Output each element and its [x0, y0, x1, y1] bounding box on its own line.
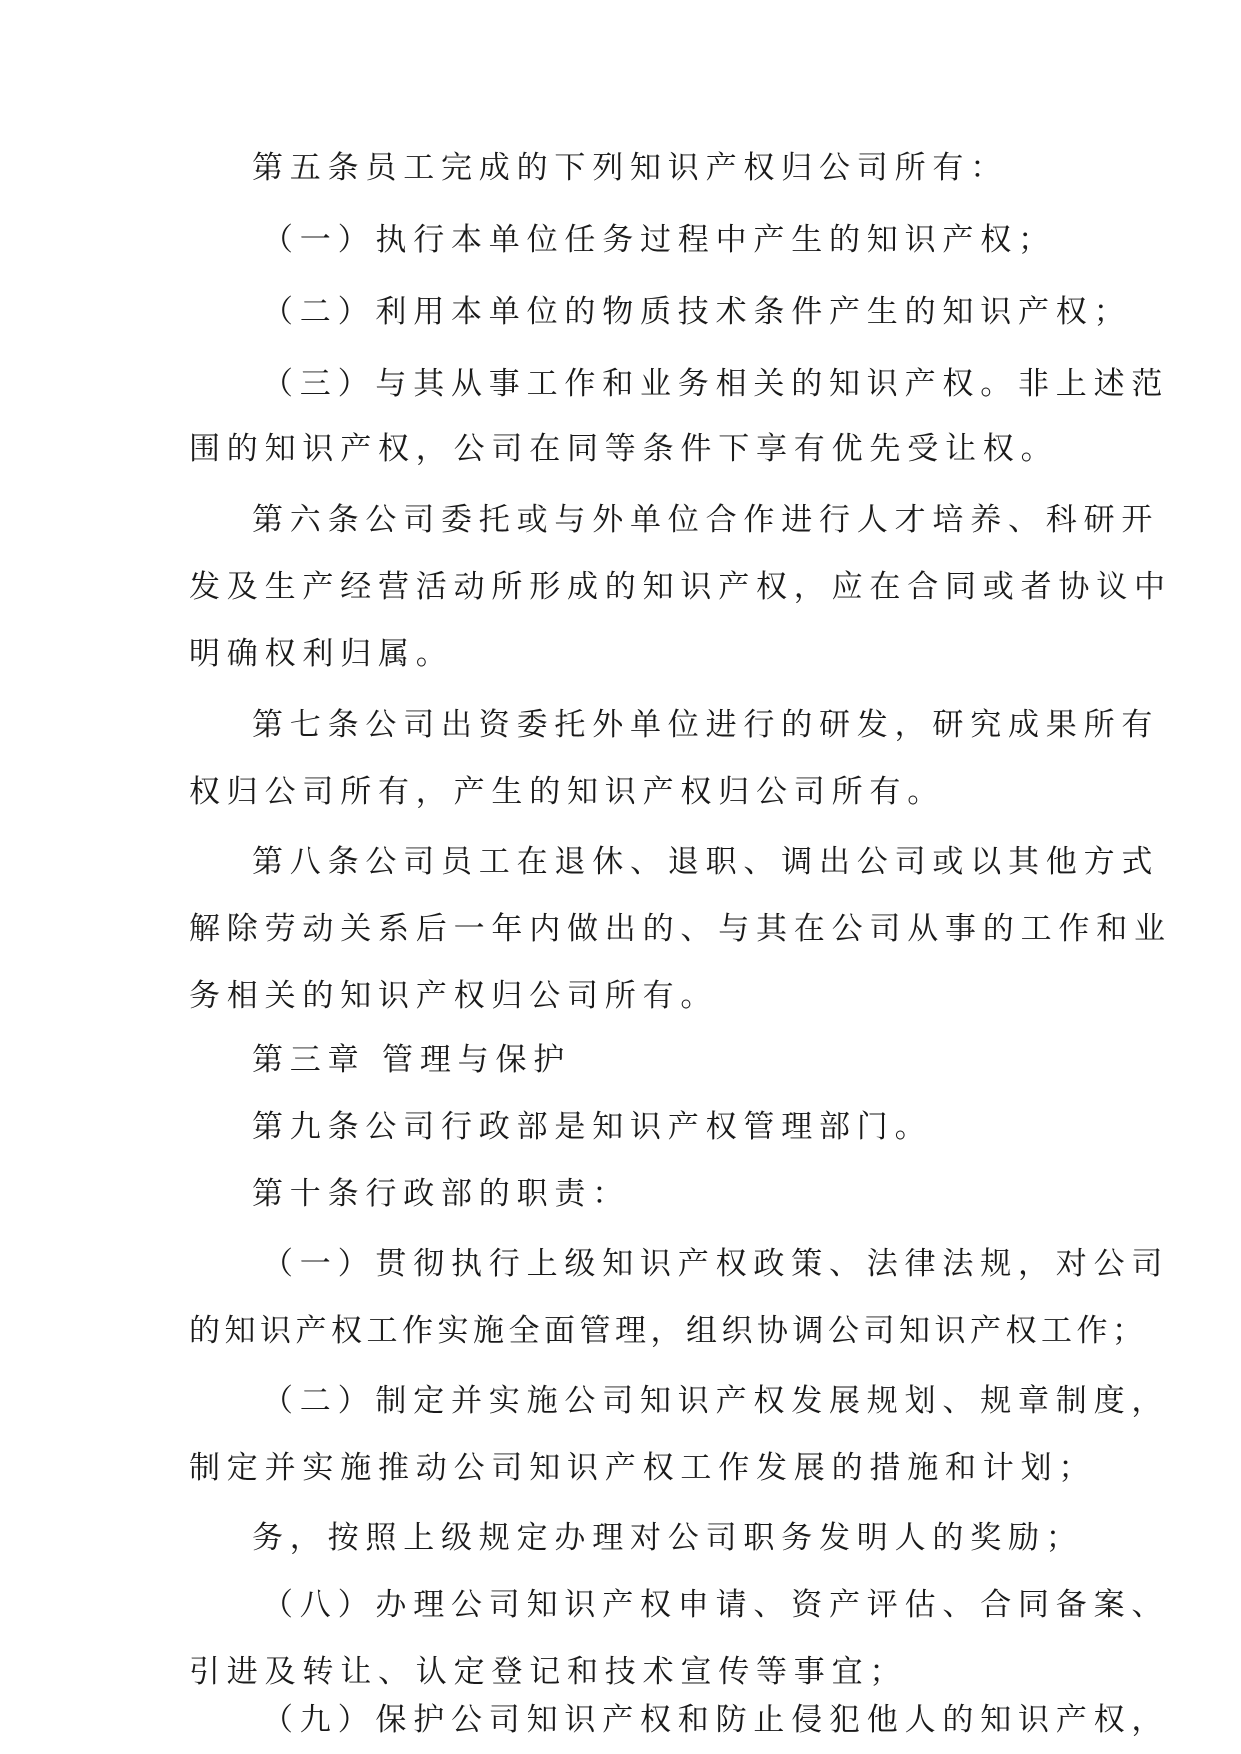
text-line: （三）与其从事工作和业务相关的知识产权。非上述范	[262, 366, 1170, 402]
text-line: 第六条公司委托或与外单位合作进行人才培养、科研开	[252, 502, 1160, 538]
text-line: 制定并实施推动公司知识产权工作发展的措施和计划；	[189, 1450, 1097, 1486]
text-line: 发及生产经营活动所形成的知识产权，应在合同或者协议中	[189, 569, 1172, 605]
text-line: 务相关的知识产权归公司所有。	[189, 978, 719, 1014]
text-line: 第五条员工完成的下列知识产权归公司所有：	[252, 150, 1008, 186]
text-line: 务，按照上级规定办理对公司职务发明人的奖励；	[252, 1520, 1084, 1556]
text-line: 解除劳动关系后一年内做出的、与其在公司从事的工作和业	[189, 911, 1172, 947]
text-line: （九）保护公司知识产权和防止侵犯他人的知识产权，	[262, 1702, 1170, 1738]
text-line: 围的知识产权，公司在同等条件下享有优先受让权。	[189, 431, 1059, 467]
text-line: 明确权利归属。	[189, 636, 454, 672]
text-line: （二）制定并实施公司知识产权发展规划、规章制度，	[262, 1383, 1170, 1419]
text-line: 第九条公司行政部是知识产权管理部门。	[252, 1109, 933, 1145]
text-line: 的知识产权工作实施全面管理，组织协调公司知识产权工作；	[189, 1313, 1148, 1349]
text-line: （八）办理公司知识产权申请、资产评估、合同备案、	[262, 1587, 1170, 1623]
text-line: 第八条公司员工在退休、退职、调出公司或以其他方式	[252, 844, 1160, 880]
chapter-heading: 第三章 管理与保护	[252, 1042, 572, 1078]
text-line: （二）利用本单位的物质技术条件产生的知识产权；	[262, 294, 1132, 330]
text-line: 权归公司所有，产生的知识产权归公司所有。	[189, 774, 945, 810]
text-line: 引进及转让、认定登记和技术宣传等事宜；	[189, 1654, 908, 1690]
text-line: （一）贯彻执行上级知识产权政策、法律法规，对公司	[262, 1246, 1170, 1282]
text-line: 第十条行政部的职责：	[252, 1176, 630, 1212]
text-line: （一）执行本单位任务过程中产生的知识产权；	[262, 222, 1056, 258]
text-line: 第七条公司出资委托外单位进行的研发，研究成果所有	[252, 707, 1160, 743]
